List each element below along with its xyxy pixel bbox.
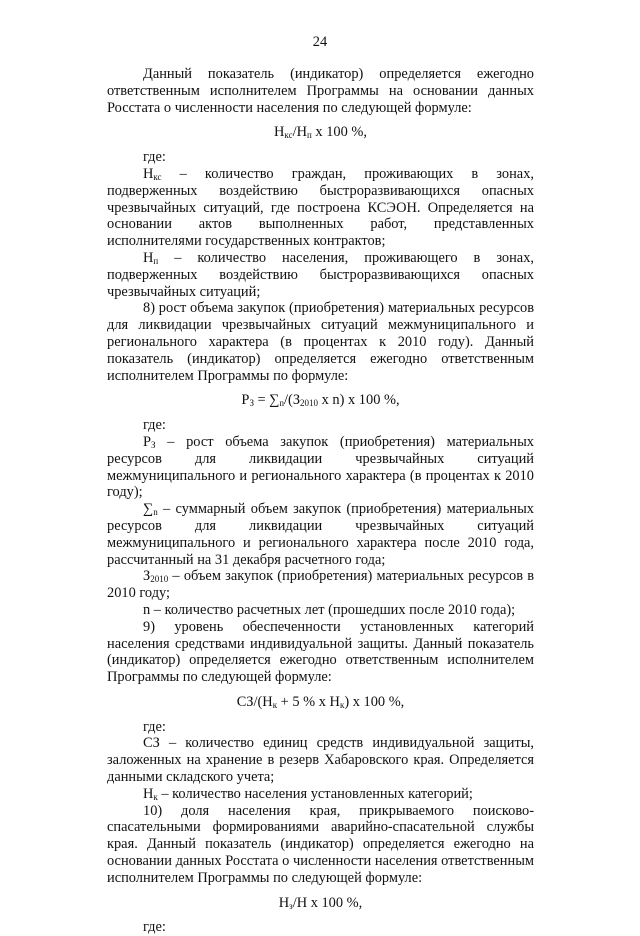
page-number: 24 — [312, 34, 328, 50]
formula-1-tail: х 100 %, — [311, 124, 367, 141]
where-label-1: где: — [143, 149, 166, 166]
definition-r3-sub: З — [151, 439, 156, 450]
formula-1-sub-kc: кс — [284, 130, 293, 141]
formula-4-sub: з — [289, 900, 293, 911]
definition-np-sub: п — [153, 255, 159, 266]
formula-3-c: ) х 100 %, — [344, 693, 405, 710]
formula-3-a: СЗ/(Н — [236, 693, 273, 710]
formula-4-a: Н — [278, 894, 290, 911]
definition-z2010-text: – объем закупок (приобретения) материальных ресурсов в 2010 году; — [107, 568, 534, 602]
definition-sz: СЗ – количество единиц средств индивидуальной защиты, заложенных на хранение в резерв Хабаровского края. Определяется данными складского учета; — [107, 735, 534, 786]
where-label-4: где: — [143, 919, 166, 936]
formula-1-symbol-np: Н — [296, 124, 307, 141]
definition-np-symbol: Н — [143, 249, 154, 266]
paragraph-intro: Данный показатель (индикатор) определяется ежегодно ответственным исполнителем Программы на основании данных Росстата о численности населения по следующей формуле: — [107, 66, 534, 116]
definition-z2010-sub: 2010 — [150, 574, 169, 585]
formula-1-symbol-nkc: Н — [274, 124, 285, 141]
paragraph-item-10: 10) доля населения края, прикрываемого поисково-спасательными формированиями аварийно-спасательной службы края. Данный показатель (индикатор) определяется ежегодно на основании данных Росстата о численности населения ответственным исполнителем Программы по следующей формуле: — [107, 802, 534, 886]
definition-sum — [107, 501, 534, 568]
formula-3 — [107, 694, 534, 711]
definition-r3-text: – рост объема закупок (приобретения) материальных ресурсов для ликвидации чрезвычайных ситуаций межмуниципального и регионального характера (в процентах к 2010 году); — [107, 433, 534, 501]
formula-4-b: /Н х 100 %, — [292, 894, 363, 911]
definition-np-text: – количество населения, проживающего в зонах, подверженных воздействию быстроразвивающихся опасных чрезвычайных ситуаций; — [107, 249, 534, 300]
formula-2-sum-sub: n — [279, 398, 285, 409]
formula-1-sub-p: п — [306, 130, 312, 141]
definition-z2010 — [107, 568, 534, 602]
definition-nk-sub: к — [153, 791, 158, 802]
definition-r3 — [107, 434, 534, 501]
definition-nkc-sub: кс — [153, 171, 162, 182]
formula-1 — [107, 124, 534, 141]
formula-3-sub-1: к — [272, 699, 278, 710]
definition-nk-text: – количество населения установленных категорий; — [157, 785, 473, 802]
page-content — [107, 66, 534, 936]
formula-2-sum: ∑ — [269, 392, 280, 409]
formula-2-z: /(З — [284, 392, 301, 409]
definition-n: n – количество расчетных лет (прошедших после 2010 года); — [143, 601, 516, 618]
formula-1-slash: / — [292, 124, 297, 141]
formula-3-b: + 5 % х Н — [277, 693, 340, 710]
formula-2-eq: = — [253, 392, 270, 409]
where-label-2: где: — [143, 417, 166, 434]
formula-3-sub-2: к — [339, 699, 345, 710]
definition-nkc-text: – количество граждан, проживающих в зонах, подверженных воздействию быстроразвивающихся опасных чрезвычайных ситуаций, где построена КСЭОН. Определяется на основании актов выполненных работ, представленных исполнителями государственных контрактов; — [107, 165, 534, 250]
definition-nk-symbol: Н — [143, 785, 154, 802]
paragraph-item-9: 9) уровень обеспеченности установленных категорий населения средствами индивидуальной защиты. Данный показатель (индикатор) определяется ежегодно ответственным исполнителем Программы по следующей формуле: — [107, 618, 534, 686]
definition-z2010-symbol: З — [143, 568, 151, 585]
definition-nkc — [107, 166, 534, 250]
definition-nk — [107, 786, 534, 803]
definition-sum-symbol: ∑ — [143, 501, 154, 518]
definition-r3-symbol: Р — [143, 433, 152, 450]
formula-2 — [107, 392, 534, 409]
definition-np — [107, 250, 534, 300]
definition-sum-sub: n — [153, 507, 158, 518]
formula-4 — [107, 895, 534, 912]
definition-sum-text: – суммарный объем закупок (приобретения) материальных ресурсов для ликвидации чрезвычайных ситуаций межмуниципального и регионального характера после 2010 года, рассчитанный на 31 декабря расчетного года; — [107, 501, 534, 568]
definition-nkc-symbol: Н — [143, 165, 154, 182]
formula-2-r: Р — [241, 392, 250, 409]
formula-2-r-sub: З — [249, 398, 254, 409]
formula-2-z-sub: 2010 — [300, 398, 319, 409]
formula-2-tail: х n) х 100 %, — [318, 392, 400, 409]
paragraph-item-8: 8) рост объема закупок (приобретения) материальных ресурсов для ликвидации чрезвычайных ситуаций межмуниципального и регионального характера (в процентах к 2010 году). Данный показатель (индикатор) определяется ежегодно ответственным исполнителем Программы по формуле: — [107, 300, 534, 384]
where-label-3: где: — [143, 718, 166, 735]
